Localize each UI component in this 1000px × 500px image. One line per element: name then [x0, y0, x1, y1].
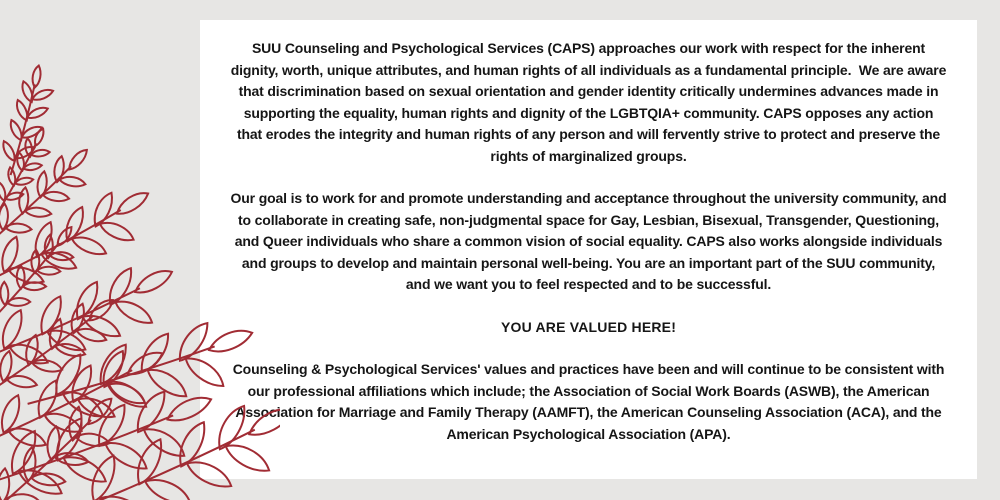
intro-paragraph: SUU Counseling and Psychological Services (CAPS) approaches our work with respect for the inherent dignity, worth, unique attributes, and human rights of all individuals as a fundamental principle. We are aware that discrimination based on sexual orientation and gender identity critically undermines advances made in supporting the equality, human rights and dignity of the LGBTQIA+ community. CAPS opposes any action that erodes the integrity and human rights of any person and will fervently strive to protect and preserve the rights of marginalized groups.	[230, 40, 950, 164]
valued-heading: YOU ARE VALUED HERE!	[500, 318, 677, 335]
goal-paragraph: Our goal is to work for and promote understanding and acceptance throughout the university community, and to collaborate in creating safe, non-judgmental space for Gay, Lesbian, Bisexual, Transgender, Questioning, and Queer individuals who share a common vision of social equality. CAPS also works alongside individuals and groups to develop and maintain personal well-being. You are an important part of the SUU community, and we want you to feel respected and to be successful.	[230, 190, 951, 292]
laurel-branch-illustration	[0, 0, 280, 500]
affiliations-paragraph: Counseling & Psychological Services' values and practices have been and will continue to be consistent with our professional affiliations which include; the Association of Social Work Boards (ASWB), the American Association for Marriage and Family Therapy (AAMFT), the American Counseling Association (ACA), and the American Psychological Association (APA).	[232, 361, 949, 442]
content-card	[200, 20, 977, 479]
